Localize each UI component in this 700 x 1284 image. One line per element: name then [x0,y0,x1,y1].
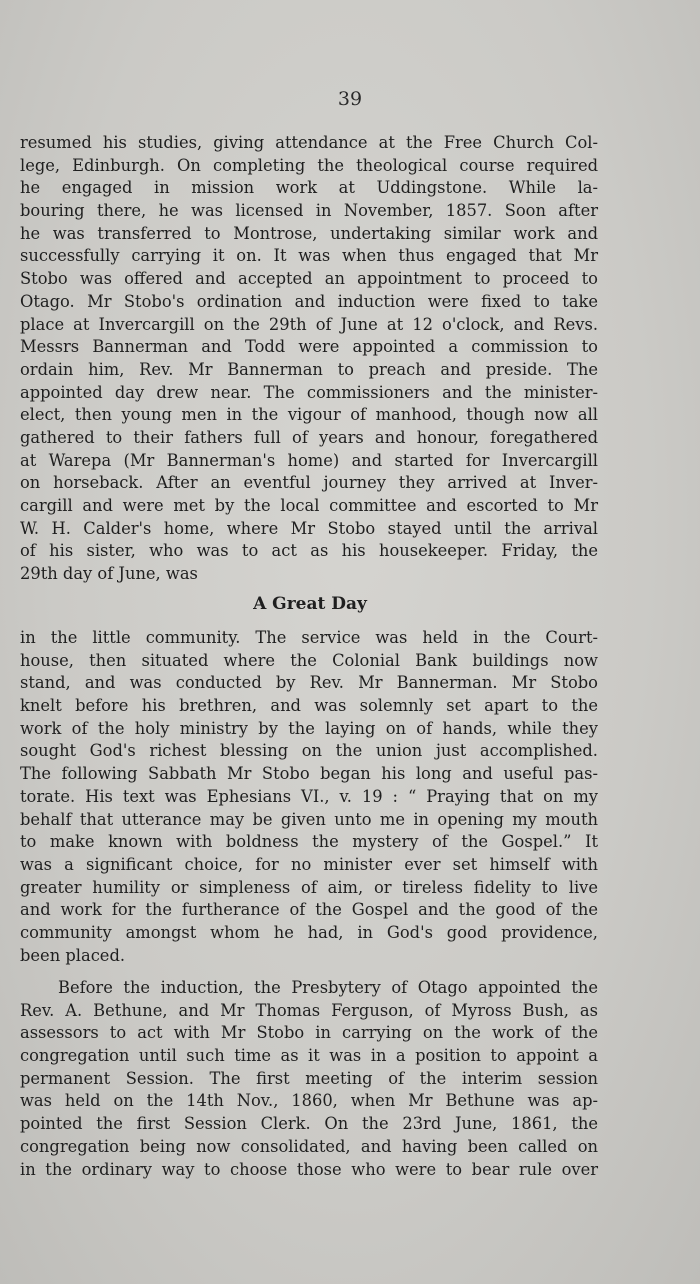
text-line: in the little community. The service was held in the Court- [20,628,598,647]
text-line: congregation being now consolidated, and having been called on [20,1136,598,1156]
text-line: and work for the furtherance of the Gospel and the good of the [20,900,598,920]
text-line: gathered to their fathers full of years and honour, foregathered [20,427,598,447]
text-line: Otago. Mr Stobo's ordination and induction were fixed to take [20,291,598,311]
text-line: 29th day of June, was [20,564,198,584]
page-number: 39 [337,88,363,110]
text-line: behalf that utterance may be given unto me in opening my mouth [20,809,598,829]
text-line: cargill and were met by the local committee and escorted to Mr [20,496,598,515]
text-line: in the ordinary way to choose those who were to bear rule over [20,1159,598,1179]
text-line: bouring there, he was licensed in November, 1857. Soon after [20,201,598,221]
text-line: stand, and was conducted by Rev. Mr Bannerman. Mr Stobo [20,673,598,693]
text-line: pointed the first Session Clerk. On the 23rd June, 1861, the [20,1114,598,1134]
text-line: Rev. A. Bethune, and Mr Thomas Ferguson, of Myross Bush, as [20,1000,598,1020]
text-line: congregation until such time as it was in a position to appoint a [20,1046,598,1066]
paragraph-1 [20,132,598,586]
section-heading: A Great Day [253,594,367,614]
text-line: knelt before his brethren, and was solemnly set apart to the [20,696,598,716]
text-line: Messrs Bannerman and Todd were appointed a commission to [20,337,598,357]
text-line: assessors to act with Mr Stobo in carrying on the work of the [20,1023,598,1043]
text-line: resumed his studies, giving attendance at the Free Church Col- [20,133,598,152]
text-line: work of the holy ministry by the laying on of hands, while they [20,718,598,738]
text-line: permanent Session. The first meeting of the interim session [20,1068,598,1088]
text-line: was held on the 14th Nov., 1860, when Mr Bethune was ap- [20,1091,598,1111]
text-line: Before the induction, the Presbytery of Otago appointed the [58,978,598,997]
text-line: elect, then young men in the vigour of manhood, though now all [20,405,598,425]
text-line: at Warepa (Mr Bannerman's home) and started for Invercargill [20,450,598,470]
text-line: to make known with boldness the mystery of the Gospel.” It [20,832,598,852]
text-line: The following Sabbath Mr Stobo began his long and useful pas- [20,764,598,784]
text-line: greater humility or simpleness of aim, or tireless fidelity to live [20,877,598,897]
text-line: ordain him, Rev. Mr Bannerman to preach and preside. The [20,359,598,379]
text-line: W. H. Calder's home, where Mr Stobo stayed until the arrival [20,518,598,538]
text-line: of his sister, who was to act as his housekeeper. Friday, the [20,541,598,561]
paragraph-3 [20,977,598,1181]
text-line: appointed day drew near. The commissioners and the minister- [20,382,598,402]
text-line: Stobo was offered and accepted an appointment to proceed to [20,269,598,289]
text-line: he was transferred to Montrose, undertaking similar work and [20,223,598,243]
text-line: torate. His text was Ephesians VI., v. 19 : “ Praying that on my [20,786,598,806]
text-line: on horseback. After an eventful journey they arrived at Inver- [20,473,598,493]
text-line: successfully carrying it on. It was when thus engaged that Mr [20,246,598,266]
text-line: he engaged in mission work at Uddingstone. While la- [20,178,598,198]
text-line: place at Invercargill on the 29th of June at 12 o'clock, and Revs. [20,314,598,334]
text-line: house, then situated where the Colonial Bank buildings now [20,650,598,670]
text-line: sought God's richest blessing on the union just accomplished. [20,741,598,761]
text-line: was a significant choice, for no minister ever set himself with [20,854,598,874]
text-line: been placed. [20,945,126,965]
text-line: lege, Edinburgh. On completing the theological course required [20,155,598,175]
text-line: community amongst whom he had, in God's good providence, [20,922,598,942]
paragraph-2 [20,627,598,967]
